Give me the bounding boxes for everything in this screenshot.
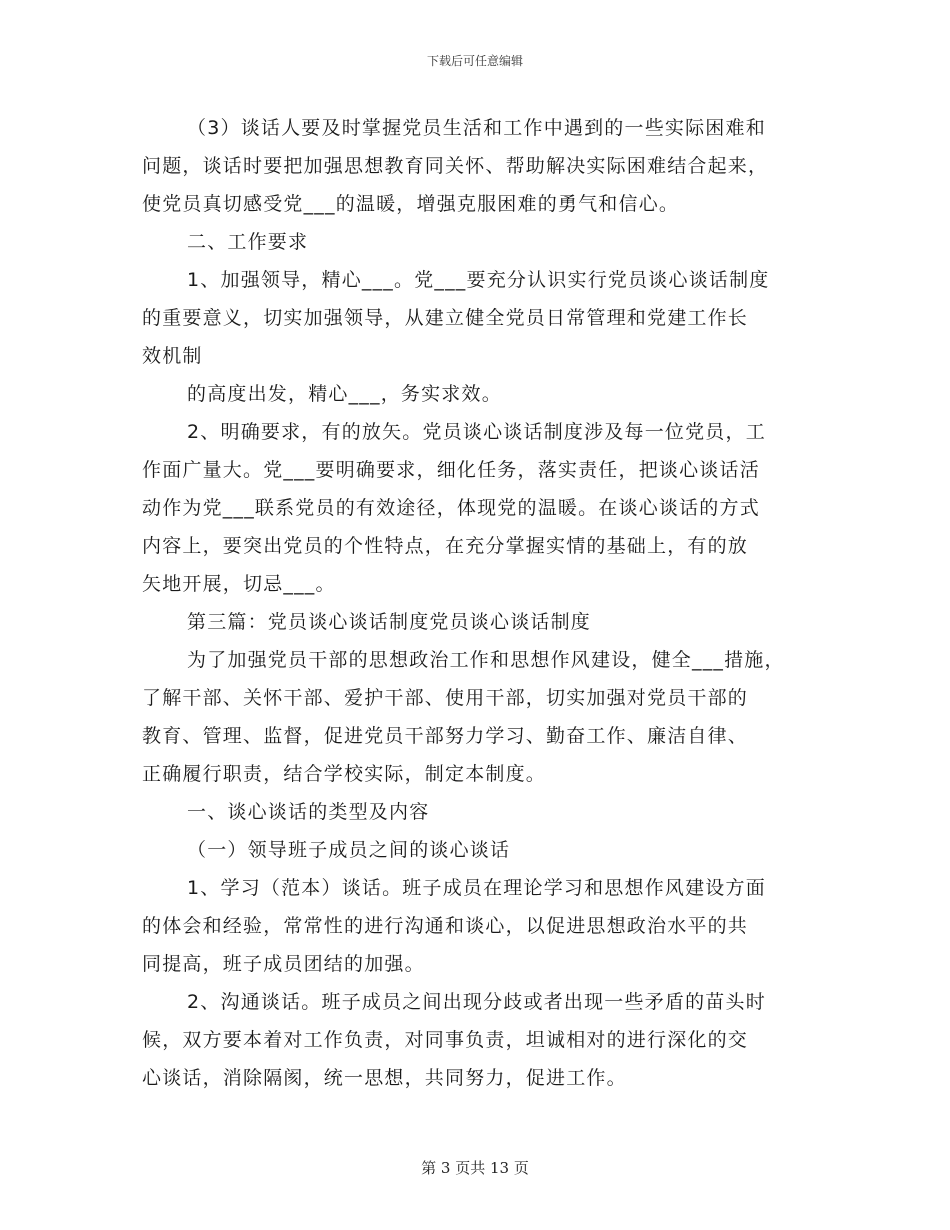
- page-header: 下载后可任意编辑: [426, 54, 523, 68]
- text-line: 1、学习（范本）谈话。班子成员在理论学习和思想作风建设方面: [187, 877, 766, 899]
- text-line: 的体会和经验，常常性的进行沟通和谈心，以促进思想政治水平的共: [142, 915, 749, 937]
- text-line: 动作为党___联系党员的有效途径，体现党的温暖。在谈心谈话的方式: [142, 497, 760, 519]
- text-line: 的重要意义，切实加强领导，从建立健全党员日常管理和党建工作长: [142, 307, 749, 329]
- text-line: 内容上，要突出党员的个性特点，在充分掌握实情的基础上，有的放: [142, 535, 749, 557]
- text-line: 1、加强领导，精心___。党___要充分认识实行党员谈心谈话制度: [187, 269, 770, 291]
- text-line: 心谈话，消除隔阂，统一思想，共同努力，促进工作。: [142, 1067, 627, 1089]
- text-line: （3）谈话人要及时掌握党员生活和工作中遇到的一些实际困难和: [187, 117, 766, 139]
- text-line: 同提高，班子成员团结的加强。: [142, 953, 425, 975]
- text-line: 为了加强党员干部的思想政治工作和思想作风建设，健全___措施，: [187, 649, 785, 671]
- text-line: 使党员真切感受党___的温暖，增强克服困难的勇气和信心。: [142, 193, 680, 215]
- text-line: 效机制: [142, 345, 203, 367]
- section-heading: 一、谈心谈话的类型及内容: [187, 801, 430, 823]
- text-line: 问题，谈话时要把加强思想教育同关怀、帮助解决实际困难结合起来，: [142, 155, 769, 177]
- page-footer: 第 3 页共 13 页: [421, 1159, 529, 1177]
- text-line: 正确履行职责，结合学校实际，制定本制度。: [142, 763, 547, 785]
- text-line: 的高度出发，精心___，务实求效。: [187, 383, 502, 405]
- text-line: 了解干部、关怀干部、爱护干部、使用干部，切实加强对党员干部的: [142, 687, 749, 709]
- text-line: 矢地开展，切忌___。: [142, 573, 336, 595]
- text-line: 作面广量大。党___要明确要求，细化任务，落实责任，把谈心谈话活: [142, 459, 760, 481]
- text-line: 候，双方要本着对工作负责，对同事负责，坦诚相对的进行深化的交: [142, 1029, 749, 1051]
- text-line: 2、明确要求，有的放矢。党员谈心谈话制度涉及每一位党员，工: [187, 421, 766, 443]
- section-heading: 第三篇：党员谈心谈话制度党员谈心谈话制度: [187, 611, 592, 633]
- section-heading: （一）领导班子成员之间的谈心谈话: [187, 839, 511, 861]
- text-line: 2、沟通谈话。班子成员之间出现分歧或者出现一些矛盾的苗头时: [187, 991, 766, 1013]
- section-heading: 二、工作要求: [187, 231, 309, 253]
- text-line: 教育、管理、监督，促进党员干部努力学习、勤奋工作、廉洁自律、: [142, 725, 749, 747]
